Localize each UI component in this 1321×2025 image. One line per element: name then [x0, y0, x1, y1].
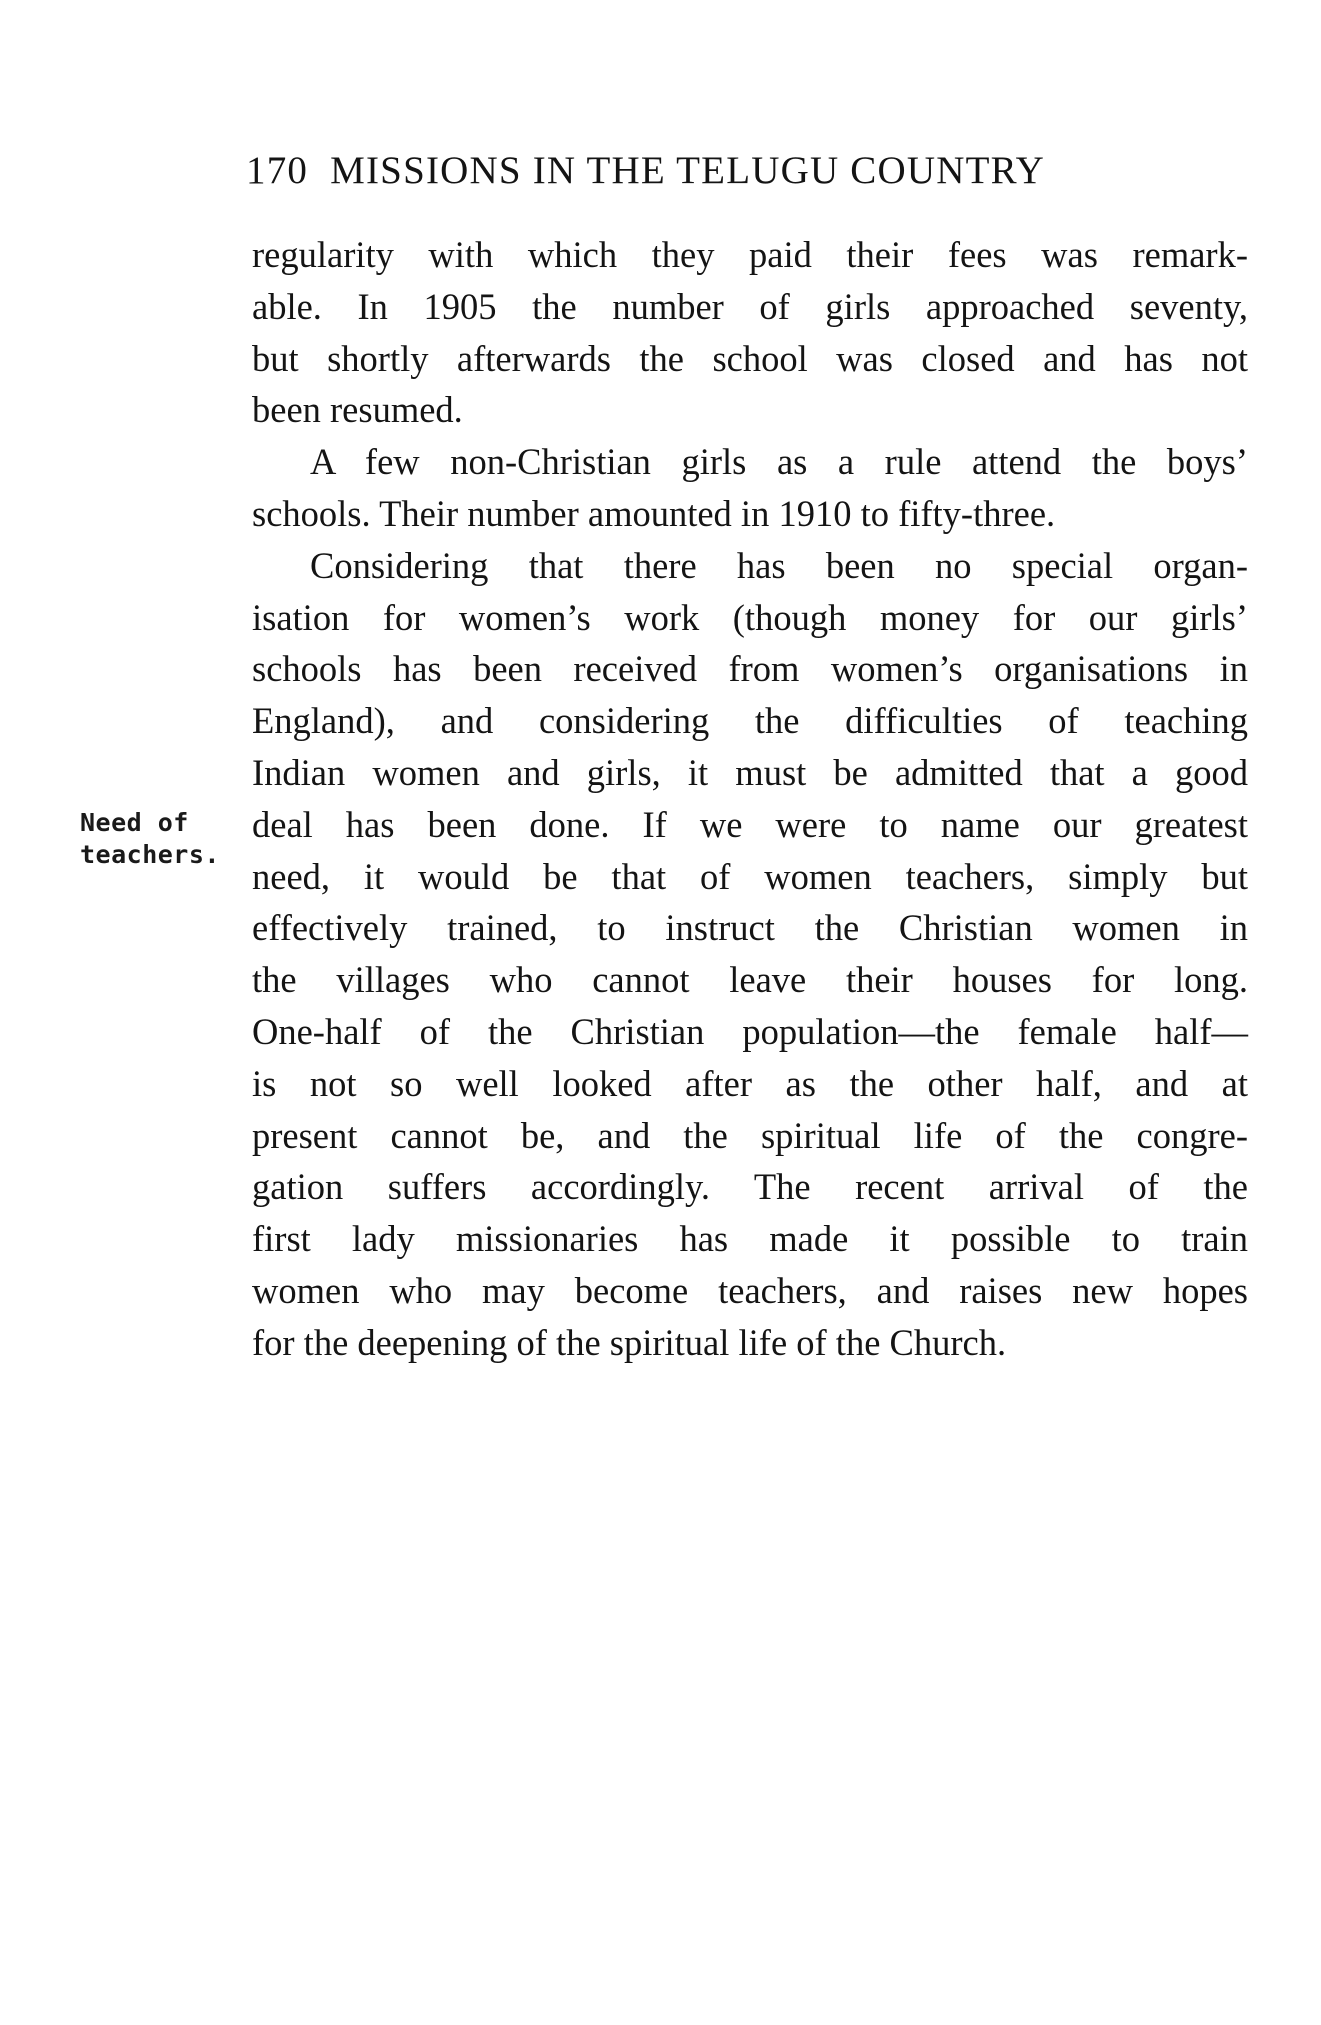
marginal-note	[80, 807, 220, 871]
text-line: One-half of the Christian population—the female half—	[252, 1010, 1248, 1052]
running-head	[246, 148, 1256, 196]
text-line: effectively trained, to instruct the Christian women in	[252, 907, 1248, 949]
text-line: regularity with which they paid their fees was remark-	[252, 234, 1248, 275]
text-line: present cannot be, and the spiritual life of the congre-	[252, 1114, 1248, 1156]
text-line: need, it would be that of women teachers, simply but	[252, 855, 1248, 897]
marginal-note-line: teachers.	[80, 840, 220, 869]
running-title: MISSIONS IN THE TELUGU COUNTRY	[330, 149, 1046, 192]
text-line: the villages who cannot leave their houses for long.	[252, 959, 1248, 1001]
body-text	[252, 229, 1248, 1369]
text-line: England), and considering the difficulties of teaching	[252, 700, 1248, 742]
text-line: is not so well looked after as the other half, and at	[252, 1062, 1248, 1104]
text-line: Indian women and girls, it must be admitted that a good	[252, 751, 1248, 793]
text-line: able. In 1905 the number of girls approached seventy,	[252, 285, 1248, 327]
text-line: A few non-Christian girls as a rule attend the boys’	[310, 441, 1248, 483]
text-line: schools has been received from women’s organisations in	[252, 648, 1248, 690]
text-line: first lady missionaries has made it possible to train	[252, 1218, 1248, 1260]
text-line: deal has been done. If we were to name our greatest	[252, 803, 1248, 845]
text-line: Considering that there has been no special organ-	[310, 544, 1248, 586]
text-line: women who may become teachers, and raises new hopes	[252, 1269, 1248, 1311]
text-line: been resumed.	[252, 389, 463, 431]
text-line: schools. Their number amounted in 1910 to fifty-three.	[252, 492, 1056, 534]
text-line: gation suffers accordingly. The recent arrival of the	[252, 1166, 1248, 1208]
text-line: for the deepening of the spiritual life of the Church.	[252, 1321, 1007, 1363]
marginal-note-line: Need of	[80, 808, 189, 837]
page-number: 170	[246, 149, 309, 192]
text-line: but shortly afterwards the school was closed and has not	[252, 337, 1248, 379]
text-line: isation for women’s work (though money for our girls’	[252, 596, 1248, 638]
